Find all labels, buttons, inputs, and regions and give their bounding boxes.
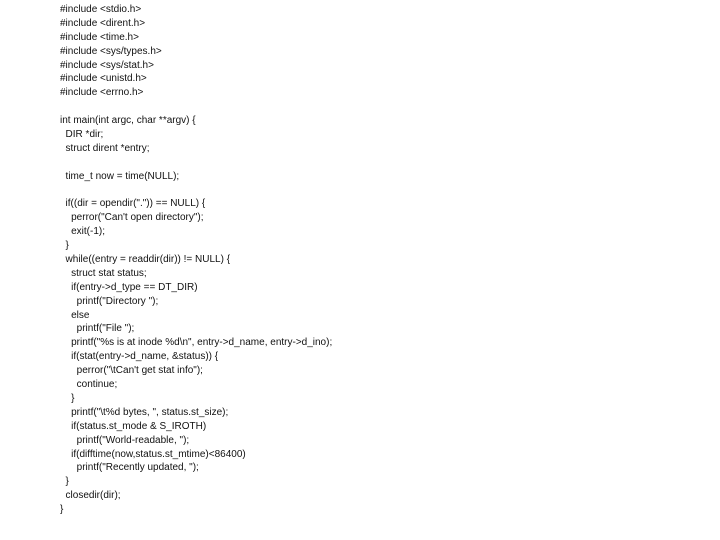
code-line: }	[60, 240, 69, 252]
code-line: #include <unistd.h>	[60, 73, 147, 85]
code-line: if((dir = opendir(".")) == NULL) {	[60, 198, 206, 210]
code-line: int main(int argc, char **argv) {	[60, 115, 196, 127]
code-line	[60, 184, 332, 198]
code-line: printf("Recently updated, ");	[60, 462, 199, 474]
code-line: closedir(dir);	[60, 490, 121, 502]
code-line: }	[60, 476, 69, 488]
code-line: if(stat(entry->d_name, &status)) {	[60, 351, 219, 363]
code-line	[60, 100, 332, 114]
code-line: #include <sys/stat.h>	[60, 59, 154, 71]
code-line: printf("\t%d bytes, ", status.st_size);	[60, 406, 229, 418]
code-line: #include <stdio.h>	[60, 4, 142, 15]
code-line	[60, 156, 332, 170]
code-line: }	[60, 392, 75, 404]
code-line: struct stat status;	[60, 267, 147, 279]
code-line: printf("File ");	[60, 323, 135, 335]
code-listing	[60, 3, 332, 517]
code-line: if(entry->d_type == DT_DIR)	[60, 281, 198, 293]
code-line: printf("World-readable, ");	[60, 434, 190, 446]
code-line: DIR *dir;	[60, 129, 104, 141]
code-line: exit(-1);	[60, 226, 106, 238]
code-line: while((entry = readdir(dir)) != NULL) {	[60, 254, 231, 266]
code-line: continue;	[60, 379, 118, 391]
code-line: time_t now = time(NULL);	[60, 170, 180, 182]
code-line: #include <sys/types.h>	[60, 45, 162, 57]
code-line: perror("Can't open directory");	[60, 212, 204, 224]
code-line: else	[60, 309, 90, 321]
code-line: struct dirent *entry;	[60, 142, 150, 154]
code-line: perror("\tCan't get stat info");	[60, 365, 203, 377]
code-line: if(status.st_mode & S_IROTH)	[60, 420, 207, 432]
code-line: }	[60, 504, 64, 516]
code-line: #include <dirent.h>	[60, 17, 146, 29]
code-line: printf("%s is at inode %d\n", entry->d_name, entry->d_ino);	[60, 337, 333, 349]
code-line: if(difftime(now,status.st_mtime)<86400)	[60, 448, 246, 460]
code-line: #include <time.h>	[60, 31, 139, 43]
code-line: #include <errno.h>	[60, 87, 144, 99]
code-line: printf("Directory ");	[60, 295, 159, 307]
